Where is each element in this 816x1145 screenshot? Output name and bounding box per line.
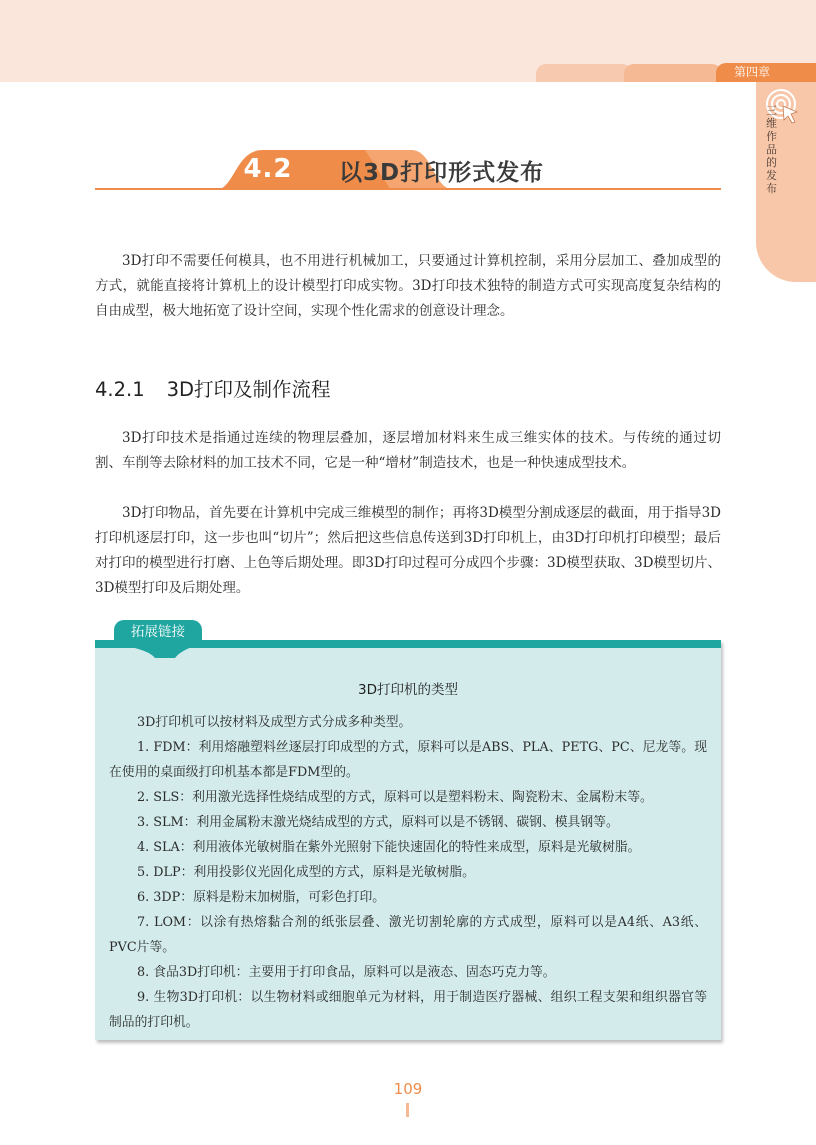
extension-label: 拓展链接 bbox=[114, 620, 202, 644]
header-tab-decoration bbox=[624, 64, 722, 82]
section-header bbox=[95, 150, 721, 190]
extension-item: 6. 3DP：原料是粉末加树脂，可彩色打印。 bbox=[137, 890, 386, 905]
section-number: 4.2 bbox=[243, 154, 293, 184]
extension-title: 3D打印机的类型 bbox=[358, 682, 458, 698]
body-paragraph: 3D打印技术是指通过连续的物理层叠加，逐层增加材料来生成三维实体的技术。与传统的通过切割、车削等去除材料的加工技术不同，它是一种“增材”制造技术，也是一种快速成型技术。 bbox=[95, 430, 721, 471]
extension-item: 1. FDM：利用熔融塑料丝逐层打印成型的方式，原料可以是ABS、PLA、PETG、PC、尼龙等。现在使用的桌面级打印机基本都是FDM型的。 bbox=[109, 740, 707, 780]
extension-item: 3D打印机可以按材料及成型方式分成多种类型。 bbox=[137, 715, 412, 730]
page-number-tick bbox=[406, 1103, 409, 1117]
section-divider bbox=[95, 188, 721, 190]
extension-item: 5. DLP：利用投影仪光固化成型的方式，原料是光敏树脂。 bbox=[137, 865, 475, 880]
subsection-title: 3D打印及制作流程 bbox=[166, 378, 331, 401]
section-title: 以3D打印形式发布 bbox=[339, 160, 545, 186]
extension-item: 8. 食品3D打印机：主要用于打印食品，原料可以是液态、固态巧克力等。 bbox=[137, 965, 556, 980]
extension-item: 4. SLA：利用液体光敏树脂在紫外光照射下能快速固化的特性来成型，原料是光敏树脂。 bbox=[137, 840, 641, 855]
extension-item: 9. 生物3D打印机：以生物材料或细胞单元为材料，用于制造医疗器械、组织工程支架和组织器官等制品的打印机。 bbox=[109, 990, 707, 1030]
body-paragraph: 3D打印物品，首先要在计算机中完成三维模型的制作；再将3D模型分割成逐层的截面，用于指导3D打印机逐层打印，这一步也叫“切片”；然后把这些信息传送到3D打印机上，由3D打印机打印模型；最后对打印的模型进行打磨、上色等后期处理。即3D打印过程可分成四个步骤：3D模型获取、3D模型切片、3D模型打印及后期处理。 bbox=[95, 505, 721, 596]
extension-item: 2. SLS：利用激光选择性烧结成型的方式，原料可以是塑料粉末、陶瓷粉末、金属粉末等。 bbox=[137, 790, 653, 805]
header-tab-decoration bbox=[536, 64, 632, 82]
subsection-heading bbox=[95, 374, 331, 402]
intro-paragraph: 3D打印不需要任何模具，也不用进行机械加工，只要通过计算机控制，采用分层加工、叠加成型的方式，就能直接将计算机上的设计模型打印成实物。3D打印技术独特的制造方式可实现高度复杂结构的自由成型，极大地拓宽了设计空间，实现个性化需求的创意设计理念。 bbox=[95, 253, 721, 319]
extension-item: 3. SLM：利用金属粉末激光烧结成型的方式，原料可以是不锈钢、碳钢、模具钢等。 bbox=[137, 815, 619, 830]
subsection-number: 4.2.1 bbox=[95, 378, 145, 401]
side-chapter-title: 三维作品的发布 bbox=[766, 104, 777, 195]
extension-item: 7. LOM：以涂有热熔黏合剂的纸张层叠、激光切割轮廓的方式成型，原料可以是A4纸、A3纸、PVC片等。 bbox=[109, 915, 707, 955]
page-number: 109 bbox=[393, 1080, 423, 1098]
chapter-tab: 第四章 bbox=[716, 63, 816, 82]
extension-box bbox=[95, 640, 721, 1040]
